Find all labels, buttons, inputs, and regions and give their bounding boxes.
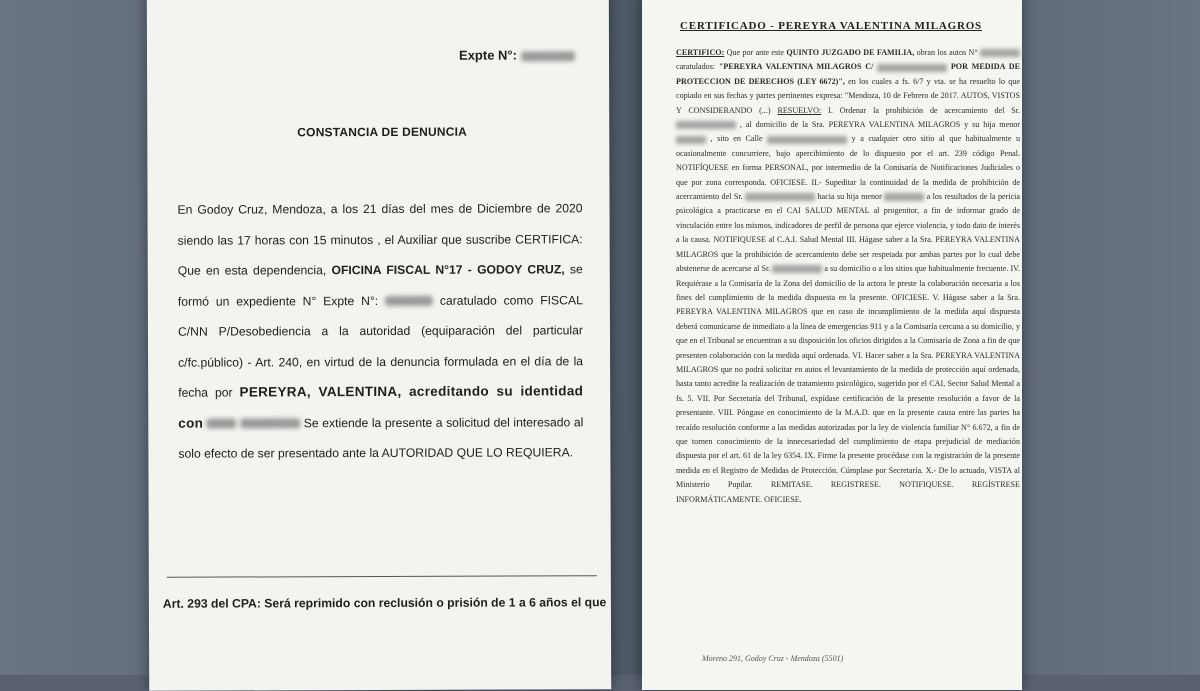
certificate-body (676, 46, 1020, 507)
cert-text: , sito en Calle (710, 134, 763, 144)
document-page-left (147, 0, 611, 691)
divider (167, 575, 597, 578)
certificate-footer: Moreno 291, Godoy Cruz - Mendoza (5501) (702, 654, 844, 663)
redacted-block (521, 51, 575, 61)
redacted-block (676, 136, 706, 144)
redacted-block (877, 64, 947, 72)
cert-text: caratulados: (676, 62, 716, 72)
redacted-block (980, 49, 1020, 57)
resuelvo-label: RESUELVO: (777, 105, 822, 115)
document-page-right (642, 0, 1022, 690)
cert-text: a los resultados de la pericia psicológica a practicarse en el CAI SALUD MENTAL al progenitor, a fin de informar grado de vinculación entre los mismos, indicadores de perfil de persona que ejerce violencia, y todo dato de interés a la causa. NOTIFIQUESE al C.A.I. Salud Mental III. Hágase saber a la Sra. PEREYRA VALENTINA MILAGROS que la prohibición de acercamiento debe ser respetada por ambas partes por lo cual debe abstenerse de acercarse al Sr. (676, 192, 1021, 274)
case-title-measure: POR MEDIDA DE PROTECCION DE DERECHOS (LEY 6672)", (676, 62, 1020, 86)
redacted-block (207, 419, 237, 429)
body-paragraph-3: caratulado como FISCAL C/NN P/Desobediencia a la autoridad (equiparación del particular c/fc.público) - Art. 240, en virtud de la denuncia formulada en el día de la fecha por (177, 292, 584, 400)
cert-text: I. Ordenar la prohibición de acercamiento del Sr. (828, 105, 1021, 115)
case-title: "PEREYRA VALENTINA MILAGROS C/ (718, 62, 874, 72)
cert-text: en los cuales a fs. 6/7 y vta. se ha resuelto lo que copiado en sus fechas y partes pertinentes expresa: "Mendoza, 10 de Febrero de 2017. AUTOS, VISTOS Y CONSIDERANDO (...) (676, 76, 1020, 115)
redacted-block (676, 121, 736, 129)
redacted-block (884, 193, 924, 201)
body-paragraph-4: Se extiende la presente a solicitud del interesado al solo efecto de ser presentado ante la AUTORIDAD QUE LO REQUIERA. (178, 414, 584, 461)
document-body (177, 193, 583, 469)
office-name: OFICINA FISCAL N°17 - GODOY CRUZ, (331, 262, 565, 278)
expte-label: Expte N°: (458, 47, 517, 63)
redacted-block (240, 419, 300, 429)
complainant-name: PEREYRA, VALENTINA, acreditando su identidad con (178, 383, 584, 431)
redacted-block (745, 193, 815, 201)
certificate-title: CERTIFICADO - PEREYRA VALENTINA MILAGROS (680, 20, 982, 32)
cert-text: obran los autos N° (916, 48, 978, 57)
cert-text: a su domicilio o a los sitios que habitualmente frecuente. IV. Requiérase a la Comisaría de la Zona del domicilio de la actora le preste la colaboración necesaria a los fines del cumplimiento de la medida dispuesta en la presente. OFICIESE. V. Hágase saber a la Sra. PEREYRA VALENTINA MILAGROS que en caso de incumplimiento de la medida aquí dispuesta deberá comunicarse de inmediato a la línea de emergencias 911 y a la Comisaría cercana a su domicilio, y que en el Tribunal se encuentran a su disposición los oficios dirigidos a la Comisaría de Zona a fin de que presenten colaboración con la medida aquí ordenada. VI. Hacer saber a la Sra. PEREYRA VALENTINA MILAGROS que no podrá solicitar en autos el levantamiento de la medida de protección aquí ordenada, hasta tanto acredite la realización de tratamiento psicológico, sugerido por el CAI, Sector Salud Mental a fs. 5. VII. Por Secretaría del Tribunal, expídase certificación de la presente resolución a favor de la presentante. VIII. Póngase en conocimiento de la M.A.D. que en la presente causa entre las partes ha recaído resolución conforme a las medidas autorizadas por la ley de violencia familiar N° 6.672, a fin de que tornen conocimiento de la innecesariedad del cumplimiento de etapa prejudicial de mediación dispuesta por el art. 61 de la ley 6354. IX. Firme la presente procédase con la registración de la presente medida en el Registro de Medidas de Protección. Cúmplase por Secretaría. X.- De lo actuado, VISTA al Ministerio Pupilar. REMITASE. REGISTRESE. NOTIFIQUESE. REGÍSTRESE INFORMÁTICAMENTE. OFICIESE. (676, 264, 1020, 504)
redacted-block (385, 296, 433, 306)
cert-text: , al domicilio de la Sra. PEREYRA VALENTINA MILAGROS y su hija menor (739, 120, 1020, 130)
certifico-label: CERTIFICO: (676, 48, 725, 57)
redacted-block (772, 265, 822, 273)
court-name: QUINTO JUZGADO DE FAMILIA, (786, 48, 915, 57)
document-title: CONSTANCIA DE DENUNCIA (297, 124, 468, 140)
cert-text: hacia su hija menor (817, 192, 882, 202)
expte-number (459, 47, 575, 62)
body-paragraph-2: se formó un expediente N° Expte N°: (177, 262, 583, 309)
cert-text: Que por ante este (726, 48, 784, 57)
redacted-block (767, 136, 847, 144)
cert-text: y a cualquier otro sitio al que habitualmente u ocasionalmente concurriere, bajo apercibimiento de lo dispuesto por el art. 239 código Penal. NOTIFÍQUESE en forma PERSONAL, por intermedio de la Comisaría de Notificaciones Judiciales o que por zona corresponda. OFICIESE. II.- Supeditar la continuidad de la medida de prohibición de acercamiento del Sr. (676, 134, 1020, 202)
article-note: Art. 293 del CPA: Será reprimido con reclusión o prisión de 1 a 6 años el que (162, 595, 607, 611)
body-paragraph-1: En Godoy Cruz, Mendoza, a los 21 días del mes de Diciembre de 2020 siendo las 17 horas con 15 minutos , el Auxiliar que suscribe CERTIFICA: Que en esta dependencia, (177, 201, 583, 278)
